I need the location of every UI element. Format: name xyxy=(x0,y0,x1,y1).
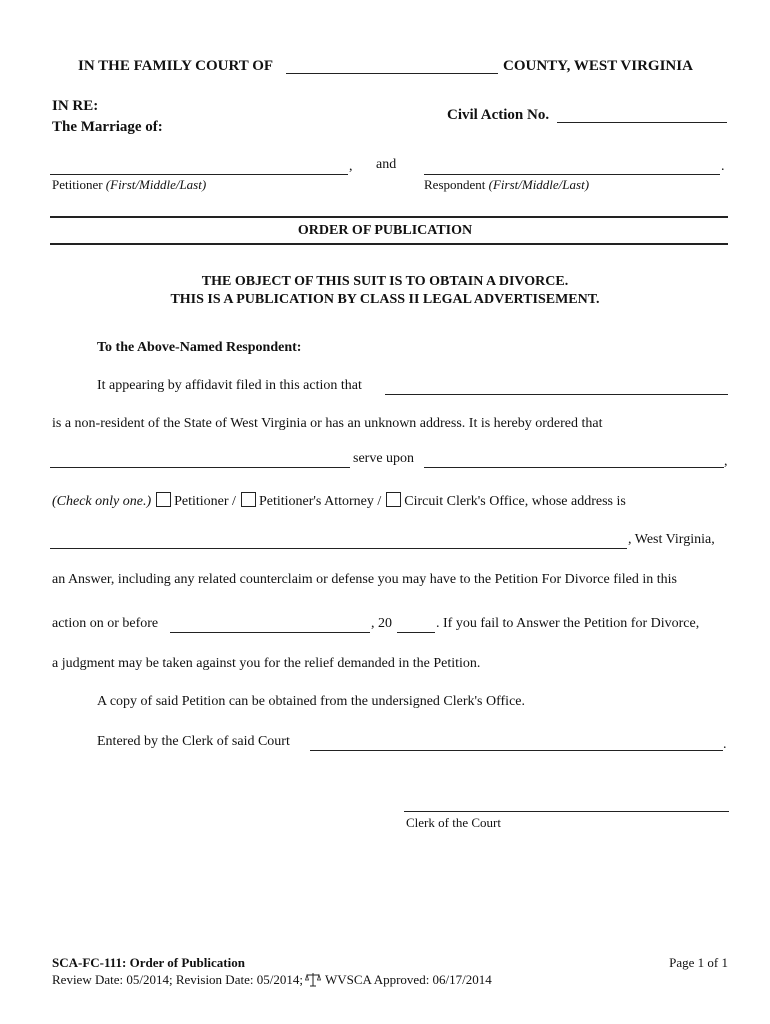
page-number: Page 1 of 1 xyxy=(669,955,728,970)
county-name-field[interactable] xyxy=(286,73,498,74)
affidavit-party-field[interactable] xyxy=(385,394,728,395)
and-label: and xyxy=(376,157,397,172)
petitioner-hint: (First/Middle/Last) xyxy=(105,177,207,192)
copy-obtain-text: A copy of said Petition can be obtained from the undersigned Clerk's Office. xyxy=(97,694,525,709)
option-petitioner-label: Petitioner / xyxy=(174,494,236,509)
clerk-label: Clerk of the Court xyxy=(406,815,501,830)
ordered-party-field[interactable] xyxy=(50,467,350,468)
object-line-1: THE OBJECT OF THIS SUIT IS TO OBTAIN A DIVORCE. xyxy=(201,274,569,289)
address-field[interactable] xyxy=(50,548,627,549)
entry-date-field[interactable] xyxy=(310,750,723,751)
fail-answer-text: . If you fail to Answer the Petition for Divorce, xyxy=(436,616,700,631)
clerk-signature-field[interactable] xyxy=(404,811,729,812)
form-id: SCA-FC-111: Order of Publication xyxy=(52,955,245,970)
footer-dates xyxy=(52,972,492,991)
option-clerk-label: Circuit Clerk's Office, whose address is xyxy=(404,494,626,509)
approved-date: WVSCA Approved: 06/17/2014 xyxy=(324,972,492,987)
nonresident-text: is a non-resident of the State of West Virginia or has an unknown address. It is hereby ordered that xyxy=(52,416,603,431)
court-suffix: COUNTY, WEST VIRGINIA xyxy=(503,58,693,74)
salutation: To the Above-Named Respondent: xyxy=(97,340,302,355)
serve-comma: , xyxy=(724,454,728,469)
scales-of-justice-icon xyxy=(305,972,321,991)
petitioner-label: Petitioner xyxy=(52,177,103,192)
civil-action-field[interactable] xyxy=(557,122,727,123)
caption-period: . xyxy=(721,159,725,174)
clerk-office-checkbox[interactable] xyxy=(386,492,401,507)
petitioner-checkbox[interactable] xyxy=(156,492,171,507)
serve-upon-text: serve upon xyxy=(353,451,415,466)
serve-upon-field[interactable] xyxy=(424,467,724,468)
civil-action-label: Civil Action No. xyxy=(447,107,550,123)
petitioner-caption xyxy=(52,177,206,193)
answer-text: an Answer, including any related counterclaim or defense you may have to the Petition For Divorce filed in this xyxy=(52,572,677,587)
respondent-caption xyxy=(424,177,589,193)
review-dates: Review Date: 05/2014; Revision Date: 05/2014; xyxy=(52,972,303,987)
check-options-row xyxy=(52,492,626,510)
appearing-text: It appearing by affidavit filed in this action that xyxy=(97,378,362,393)
marriage-of-label: The Marriage of: xyxy=(52,119,163,135)
check-only-one-hint: (Check only one.) xyxy=(52,494,152,509)
answer-year-field[interactable] xyxy=(397,632,435,633)
respondent-name-field[interactable] xyxy=(424,174,720,175)
court-prefix: IN THE FAMILY COURT OF xyxy=(78,58,274,74)
in-re-label: IN RE: xyxy=(52,98,99,114)
respondent-hint: (First/Middle/Last) xyxy=(488,177,590,192)
entered-period: . xyxy=(723,737,727,752)
option-attorney-label: Petitioner's Attorney / xyxy=(258,494,382,509)
attorney-checkbox[interactable] xyxy=(241,492,256,507)
entered-by-text: Entered by the Clerk of said Court xyxy=(97,734,290,749)
respondent-label: Respondent xyxy=(424,177,486,192)
west-virginia-text: , West Virginia, xyxy=(628,532,715,547)
document-title: ORDER OF PUBLICATION xyxy=(297,223,473,238)
petitioner-name-field[interactable] xyxy=(50,174,348,175)
object-line-2: THIS IS A PUBLICATION BY CLASS II LEGAL ADVERTISEMENT. xyxy=(170,292,600,307)
comma-20-text: , 20 xyxy=(371,616,392,631)
action-on-before-text: action on or before xyxy=(52,616,159,631)
title-rule-bottom xyxy=(50,243,728,245)
answer-date-field[interactable] xyxy=(170,632,370,633)
title-rule-top xyxy=(50,216,728,218)
caption-comma: , xyxy=(349,159,353,174)
judgment-text: a judgment may be taken against you for the relief demanded in the Petition. xyxy=(52,656,481,671)
